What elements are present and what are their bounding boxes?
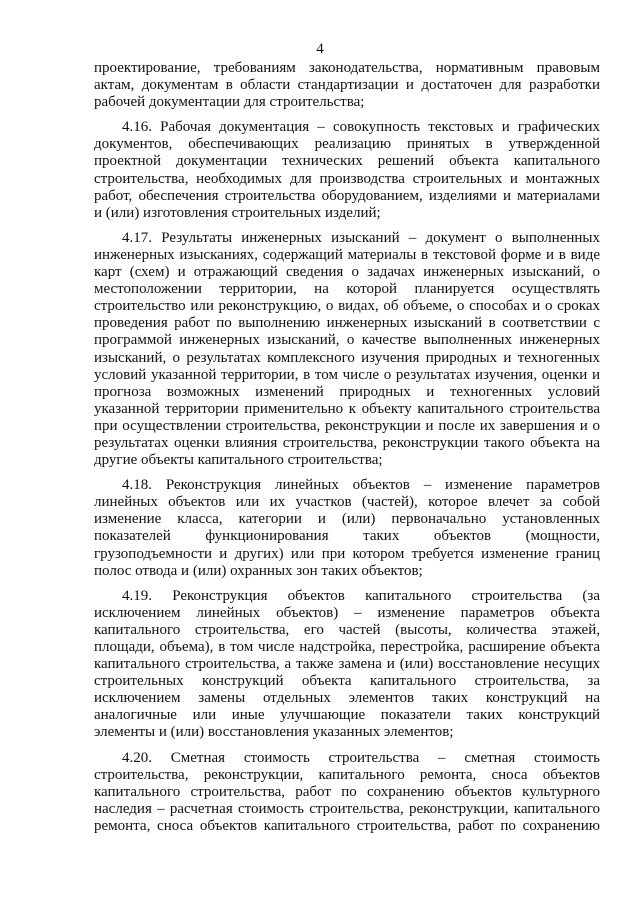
text-line: актам, документам в области стандартизации и достаточен для разработки: [94, 77, 600, 94]
text-line: элементы и (или) восстановления указанных элементов;: [94, 724, 454, 741]
text-line: исключением линейных объектов) – изменение параметров объекта: [94, 604, 600, 621]
text-line: капитального строительства, а также замена и (или) восстановление несущих: [94, 656, 600, 673]
page-number: 4: [316, 41, 324, 57]
text-line: инженерных изысканиях, содержащий материалы в текстовой форме и в виде: [94, 246, 600, 263]
document-body: [94, 60, 600, 843]
text-line: проектирование, требованиям законодательства, нормативным правовым: [94, 60, 600, 76]
paragraph: [94, 588, 600, 742]
text-line: изменение класса, категории и (или) первоначально установленных: [94, 511, 600, 528]
text-line: другие объекты капитального строительства;: [94, 452, 383, 469]
paragraph: [94, 119, 600, 222]
text-line: 4.17. Результаты инженерных изысканий – документ о выполненных: [122, 229, 600, 246]
text-line: карт (схем) и отражающий сведения о задачах инженерных изысканий, о: [94, 264, 600, 281]
text-line: грузоподъемности и других) или при котором требуется изменение границ: [94, 545, 600, 562]
text-line: строительства, реконструкции, капитального ремонта, сноса объектов: [94, 766, 600, 783]
text-line: 4.19. Реконструкция объектов капитального строительства (за: [122, 587, 600, 604]
text-line: результатах оценки влияния строительства, реконструкции такого объекта на: [94, 434, 600, 451]
text-line: и (или) изготовления строительных изделий;: [94, 204, 381, 221]
text-line: условий указанной территории, в том числе о результатах изучения, оценки и: [94, 366, 600, 383]
text-line: полос отвода и (или) охранных зон таких объектов;: [94, 562, 423, 579]
text-line: линейных объектов или их участков (частей), которое влечет за собой: [94, 494, 600, 511]
text-line: строительство или реконструкцию, о видах, об объеме, о способах и о сроках: [94, 298, 600, 315]
text-line: ремонта, сноса объектов капитального строительства, работ по сохранению: [94, 817, 600, 834]
paragraph: [94, 230, 600, 469]
text-line: программой инженерных изысканий, о качестве выполненных инженерных: [94, 332, 600, 349]
text-line: 4.18. Реконструкция линейных объектов – изменение параметров: [122, 477, 600, 494]
text-line: строительства, необходимых для производства строительных и монтажных: [94, 170, 600, 187]
paragraph: [94, 60, 600, 111]
text-line: капитального строительства, работ по сохранению объектов культурного: [94, 783, 600, 800]
text-line: 4.16. Рабочая документация – совокупность текстовых и графических: [122, 119, 600, 136]
text-line: местоположении территории, на которой планируется осуществлять: [94, 281, 600, 298]
text-line: прогноза возможных изменений природных и техногенных условий: [94, 383, 600, 400]
text-line: при осуществлении строительства, реконструкции и после их завершения и о: [94, 417, 600, 434]
text-line: изысканий, о результатах комплексного изучения природных и техногенных: [94, 349, 600, 366]
text-line: указанной территории применительно к объекту капитального строительства: [94, 400, 600, 417]
paragraph: [94, 750, 600, 835]
text-line: наследия – расчетная стоимость строительства, реконструкции, капитального: [94, 800, 600, 817]
text-line: площади, объема), в том числе надстройка, перестройка, расширение объекта: [94, 639, 600, 655]
text-line: аналогичные или иные улучшающие показатели таких конструкций: [94, 707, 600, 724]
text-line: исключением замены отдельных элементов таких конструкций на: [94, 690, 600, 707]
paragraph: [94, 477, 600, 580]
text-line: документов, обеспечивающих реализацию принятых в утвержденной: [94, 136, 600, 153]
text-line: работ, обеспечения строительства оборудованием, изделиями и материалами: [94, 187, 600, 204]
text-line: проектной документации технических решений объекта капитального: [94, 153, 600, 170]
text-line: 4.20. Сметная стоимость строительства – сметная стоимость: [122, 749, 600, 766]
text-line: показателей функционирования таких объектов (мощности,: [94, 528, 600, 545]
text-line: капитального строительства, его частей (высоты, количества этажей,: [94, 621, 600, 638]
text-line: проведения работ по выполнению инженерных изысканий в соответствии с: [94, 315, 600, 332]
text-line: строительных конструкций объекта капитального строительства, за: [94, 673, 600, 690]
text-line: рабочей документации для строительства;: [94, 94, 365, 111]
